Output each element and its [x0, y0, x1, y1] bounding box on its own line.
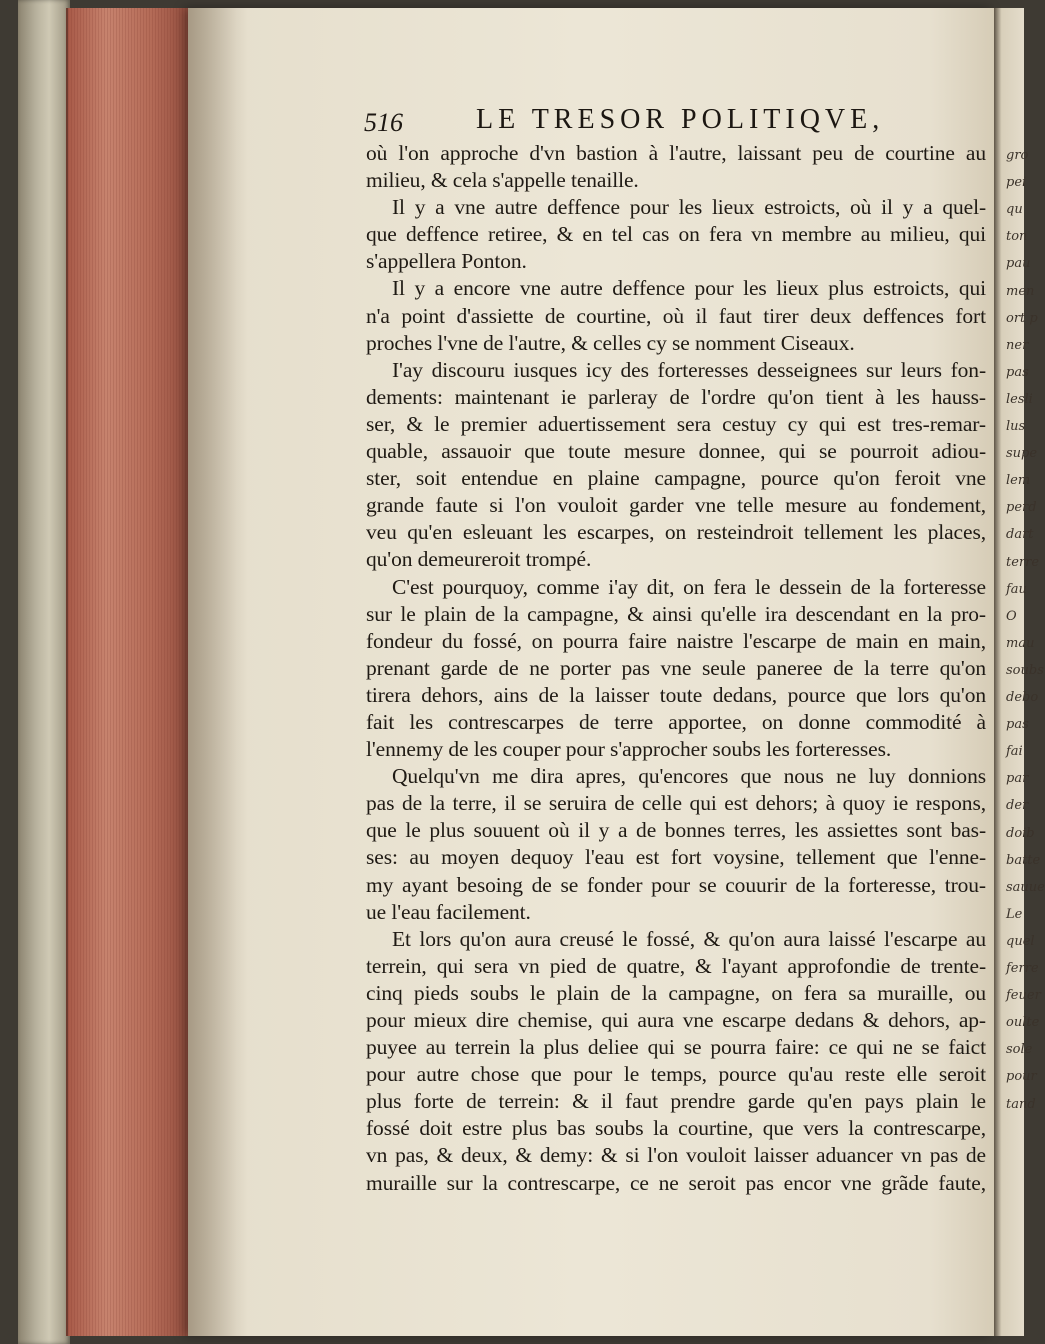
text-line: my ayant besoing de se fonder pour se couurir de la forteresse, trou- — [366, 872, 986, 897]
paragraph-start-line: C'est pourquoy, comme i'ay dit, on fera le dessein de la forteresse — [392, 574, 986, 599]
facing-page-fragment: doib — [1006, 825, 1035, 841]
facing-page-fragment: sole — [1006, 1042, 1033, 1058]
text-line: n'a point d'assiette de courtine, où il faut tirer deux deffences fort — [366, 303, 986, 328]
page-number: 516 — [364, 108, 403, 137]
body-text — [366, 140, 986, 1197]
text-line: cinq pieds soubs le plain de la campagne, on fera sa muraille, ou — [366, 980, 986, 1005]
text-line: milieu, & cela s'appelle tenaille. — [366, 168, 639, 193]
facing-page-fragment: lus — [1006, 419, 1026, 434]
facing-page-fragment: perd — [1006, 500, 1037, 516]
text-line: fossé doit estre plus bas soubs la courtine, que vers la contrescarpe, — [366, 1116, 986, 1141]
text-line: quable, assauoir que toute mesure donnee, qui se pourroit adiou- — [366, 439, 986, 464]
facing-page-fragment: mau — [1006, 635, 1035, 651]
facing-page-fragment: supe — [1006, 446, 1038, 462]
text-line: sur le plain de la campagne, & ainsi qu'elle ira descendant en la pro- — [366, 601, 986, 626]
paragraph-start-line: I'ay discouru iusques icy des forteresses desseignees sur leurs fon- — [392, 357, 986, 382]
facing-page-fragment: pei — [1006, 175, 1027, 191]
facing-page-fragment: der — [1006, 798, 1029, 814]
facing-page-fragment: ner — [1006, 337, 1029, 353]
facing-page-fragment: oulte — [1006, 1015, 1040, 1031]
paragraph-start-line: Et lors qu'on aura creusé le fossé, & qu'on aura laissé l'escarpe au — [392, 926, 986, 951]
text-line: terrein, qui sera vn pied de quatre, & l'ayant approfondie de trente- — [366, 953, 986, 978]
paragraph-start-line: Il y a vne autre deffence pour les lieux estroicts, où il y a quel- — [392, 195, 986, 220]
text-line: fait les contrescarpes de terre apportee, on donne commodité à — [366, 709, 986, 734]
facing-page-fragment: O — [1006, 608, 1017, 624]
facing-page-fragment: terre — [1006, 554, 1040, 570]
text-line: où l'on approche d'vn bastion à l'autre, laissant peu de courtine au — [366, 141, 986, 165]
text-line: l'ennemy de les couper pour s'approcher soubs les forteresses. — [366, 737, 892, 762]
text-line: tirera dehors, ains de la laisser toute dedans, pource que lors qu'on — [366, 682, 986, 707]
facing-page-fragment: sauue — [1006, 879, 1045, 895]
facing-page-fragment: tand — [1006, 1096, 1036, 1112]
text-line: plus forte de terrein: & il faut prendre garde qu'en pays plain le — [366, 1089, 986, 1114]
facing-page-fragment: dart — [1006, 527, 1034, 543]
text-line: ue l'eau facilement. — [366, 899, 531, 924]
text-line: ster, soit entendue en plaine campagne, pource qu'on feroit vne — [366, 466, 986, 491]
facing-page-fragment: batte — [1006, 852, 1041, 868]
text-line: que le plus souuent où il y a de bonnes terres, les assiettes sont bas- — [366, 818, 986, 843]
page-block-edges — [66, 8, 196, 1336]
facing-page-fragment: ort p — [1006, 310, 1038, 326]
facing-page-fragment: fai — [1006, 744, 1023, 760]
text-line: prenant garde de ne porter pas vne seule paneree de la terre qu'on — [366, 655, 986, 680]
text-line: pas de la terre, il se seruira de celle qui est dehors; à quoy ie respons, — [366, 791, 986, 816]
text-line: pour mieux dire chemise, qui aura vne escarpe dedans & dehors, ap- — [366, 1008, 986, 1032]
facing-page-fragment: fau — [1006, 581, 1027, 597]
facing-page-fragment: ferre — [1006, 961, 1039, 976]
text-line: grande faute si l'on vouloit garder vne telle mesure au fondement, — [366, 493, 986, 518]
facing-page-fragment: pas — [1006, 717, 1029, 733]
facing-page-fragment: quel — [1006, 933, 1035, 949]
text-line: qu'on demeureroit trompé. — [366, 547, 592, 572]
facing-page-fragment: gro — [1006, 148, 1029, 163]
text-line: ses: au moyen dequoy l'eau est fort voysine, tellement que l'enne- — [366, 845, 986, 870]
facing-page-fragment: men — [1006, 283, 1035, 299]
text-line: veu qu'en esleuant les escarpes, on resteindroit tellement les places, — [366, 520, 986, 545]
text-line: vn pas, & deux, & demy: & si l'on vouloit laisser aduancer vn pas de — [366, 1143, 986, 1168]
facing-page-edge — [994, 8, 1045, 1336]
text-line: muraille sur la contrescarpe, ce ne seroit pas encor vne grãde faute, — [366, 1170, 986, 1195]
facing-page-fragment: pau — [1006, 256, 1031, 272]
facing-page-fragment: par — [1006, 771, 1029, 787]
text-line: s'appellera Ponton. — [366, 249, 527, 274]
paragraph-start-line: Il y a encore vne autre deffence pour les lieux plus estroicts, qui — [392, 276, 986, 301]
text-line: que deffence retiree, & en tel cas on fera vn membre au milieu, qui — [366, 222, 986, 247]
facing-page-fragment: Le — [1006, 906, 1023, 922]
running-title: LE TRESOR POLITIQVE, — [476, 104, 885, 135]
text-line: ser, & le premier aduertissement sera cestuy cy qui est tres-remar- — [366, 411, 986, 436]
facing-page-fragment: lesli — [1006, 391, 1033, 407]
running-head — [364, 102, 984, 142]
book-cover-board — [18, 0, 70, 1344]
text-line: dements: maintenant ie parleray de l'ordre qu'on tient à les hauss- — [366, 384, 986, 409]
text-line: fondeur du fossé, on pourra faire naistre l'escarpe de main en main, — [366, 628, 986, 653]
facing-page-fragment: pour — [1006, 1069, 1037, 1085]
paragraph-start-line: Quelqu'vn me dira apres, qu'encores que nous ne luy donnions — [392, 764, 986, 789]
facing-page-fragment: feuer — [1006, 988, 1041, 1004]
facing-page-fragment: qu — [1006, 202, 1023, 218]
text-line: pour autre chose que pour le temps, pource qu'au reste elle seroit — [366, 1062, 986, 1087]
text-line: puyee au terrein la plus deliee qui se pourra faire: ce qui ne se faict — [366, 1035, 986, 1060]
facing-page-fragment: ton — [1006, 229, 1028, 245]
facing-page-fragment: lem — [1006, 473, 1031, 489]
facing-page-fragment: debo — [1006, 690, 1039, 705]
facing-page-fragment: soubs — [1006, 662, 1044, 678]
text-line: proches l'vne de l'autre, & celles cy se nomment Ciseaux. — [366, 330, 855, 355]
facing-page-fragment: pas — [1006, 364, 1029, 380]
